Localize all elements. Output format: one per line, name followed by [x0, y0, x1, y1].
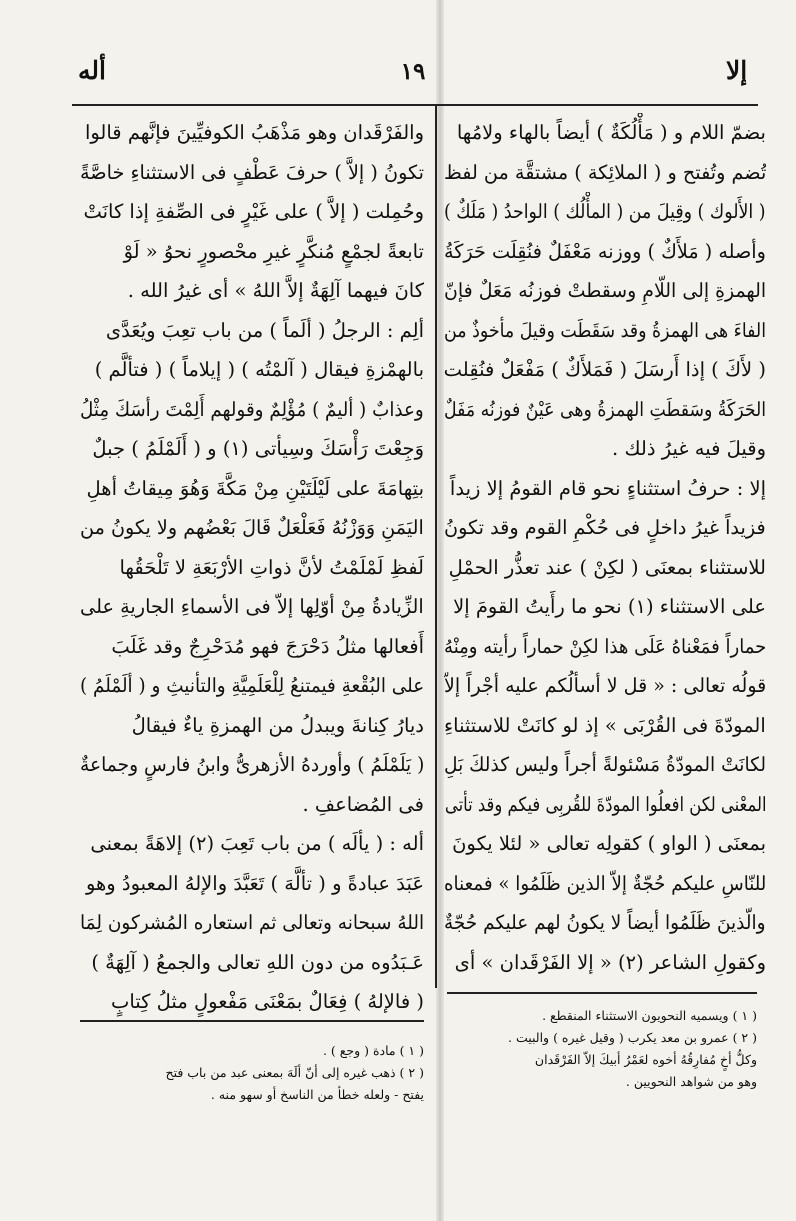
text-line: فى المُضاعفِ .	[302, 792, 424, 816]
text-line: للنّاسِ عليكم حُجّةٌ إلاّ الذين ظَلَمُوا » فمعناه	[444, 871, 766, 895]
footnote-line: وكلُّ أخٍ مُفارِقُهُ أخوه لعَمْرُ أبيكَ إلاّ الفَرْقَدان	[534, 1052, 757, 1067]
header-rule	[72, 104, 758, 106]
text-line: ( فالإلهُ ) فِعَالٌ بمَعْنَى مَفْعولٍ مثلُ كِتابٍ	[111, 990, 424, 1013]
page-gutter	[436, 0, 444, 1221]
footnote-line: يفتح - ولعله خطأ من الناسخ أو سهو منه .	[210, 1087, 424, 1102]
text-line: إلا : حرفُ استثناءٍ نحو قام القومُ إلا زيداً	[449, 476, 766, 500]
text-line: قولُه تعالى : « قل لا أسألُكم عليه أجْراً إلاّ	[444, 674, 766, 697]
text-line: بالهمْزةِ فيقال ( آلمْتُه ) ( إيلاماً ) ( فتألَّم )	[94, 358, 424, 381]
right-footnotes	[457, 1005, 757, 1093]
text-line: الحَرَكَةُ وسَقطَتِ الهمزةُ وهى عَيْنٌ فوزنُه مَفَلٌ	[444, 397, 766, 421]
left-column	[80, 113, 424, 1022]
left-footnote-rule	[80, 1020, 424, 1022]
text-line: على الاستثناء (١) نحو ما رأَيتُ القومَ إلا	[453, 595, 766, 618]
text-line: ( الأَلوك ) وقِيلَ من ( المأْلُك ) الواحدُ ( مَلَكٌ )	[444, 200, 766, 223]
text-line: لكانَتْ المودّةُ مَسْئولةً أجراً وليس كذلكَ بَلِ	[444, 753, 766, 776]
footnote-line: ( ٢ ) عمرو بن معد يكرب ( وقيل غيره ) والبيت .	[508, 1030, 757, 1045]
text-line: والفَرْقَدان وهو مَذْهَبُ الكوفيِّينَ فإنَّهم قالوا	[84, 121, 424, 144]
text-line: حماراً فمَعْناهُ عَلَى هذا لكِنْ حماراً رأيته ومِنْهُ	[444, 634, 766, 658]
text-line: الهمزةِ إلى اللّامِ وسقطتْ فوزنُه مَعَلٌ فإنّ	[444, 279, 766, 302]
footnote-line: ( ٢ ) ذهب غيره إلى أنّ ألَهَ بمعنى عبد من باب فتح	[165, 1065, 424, 1080]
text-line: لَفظِ لَمْلَمْتُ لأنَّ ذواتِ الأرْبَعَةِ لا تَلْحَقُها	[119, 555, 424, 579]
text-line: عَـبَدُوه من دون اللهِ تعالى والجمعُ ( آلِهَةٌ )	[91, 950, 424, 974]
text-line: تابعةً لجمْعٍ مُنكَّرٍ غيرِ محْصورٍ نحوُ « لَوْ	[123, 239, 424, 263]
right-footnote-rule	[447, 992, 757, 994]
text-line: بضمّ اللام و ( مَأْلُكَةٌ ) أيضاً بالهاء ولامُها	[456, 121, 766, 144]
text-line: كانَ فيهما آلِهَةٌ إلاَّ اللهُ » أى غيرُ الله .	[127, 279, 424, 302]
text-line: المودّةَ فى القُرْبَى » إذ لو كانَتْ للاستثناءِ	[444, 713, 766, 737]
column-divider	[435, 104, 437, 988]
text-line: وقيلَ فيه غيرُ ذلك .	[612, 437, 766, 460]
footnote-line: ( ١ ) مادة ( وجع ) .	[322, 1043, 424, 1058]
text-line: تكونُ ( إلاَّ ) حرفَ عَطْفٍ فى الاستثناءِ خاصَّةً	[80, 160, 424, 184]
header-right-word: إلا	[726, 56, 748, 85]
text-line: وأصله ( مَلأَكٌ ) ووزنه مَعْفَلٌ فنُقِلَت حَرَكَةُ	[444, 239, 766, 263]
footnote-line: وهو من شواهد النحويين .	[625, 1074, 757, 1089]
text-line: ألِم : الرجلُ ( ألَماً ) من باب تعِبَ ويُعَدَّى	[105, 318, 424, 342]
text-line: ديارُ كِنانةَ ويبدلُ من الهمزةِ ياءٌ فيقالُ	[131, 713, 424, 737]
text-line: تُضم وتُفتح و ( الملائِكة ) مشتقَّة من لفظ	[444, 160, 766, 184]
text-line: وَجِعْتَ رَأْسَكَ وسِيأتى (١) و ( أَلَمْلَمُ ) جبلٌ	[92, 437, 424, 460]
text-line: أله : ( يألَه ) من باب تَعِبَ (٢) إلاهَةً بمعنى	[90, 832, 424, 855]
text-line: عَبَدَ عبادةً و ( تألَّهَ ) تَعَبَّدَ والإلهُ المعبودُ وهو	[85, 871, 424, 895]
text-line: والّذينَ ظَلَمُوا أيضاً لا يكونُ لهم عليكم حُجّةٌ	[444, 911, 766, 934]
text-line: وكقولِ الشاعر (٢) « إلا الفَرْقَدان » أى	[454, 950, 766, 974]
text-line: اليَمَنِ وَوَزْنُهُ فَعَلْعَلٌ قَالَ بَعْضُهم ولا يكونُ من	[80, 516, 424, 539]
footnote-line: ( ١ ) ويسميه النحويون الاستثناء المنقطع .	[542, 1008, 757, 1023]
left-footnotes	[90, 1040, 424, 1106]
text-line: اللهُ سبحانه وتعالى ثم استعاره المُشركون لِمَا	[80, 911, 424, 934]
page-number: ١٩	[400, 58, 426, 85]
text-line: المعْنى لكن افعلُوا المودّةَ للقُربِى فيكم وقد تأتى	[444, 792, 766, 816]
header-left-word: أله	[78, 56, 106, 85]
text-line: للاستثناء بمعنَى ( لكِنْ ) عند تعذُّر الحمْلِ	[448, 555, 766, 579]
text-line: ( يَلَمْلَمُ ) وأوردهُ الأزهرىُّ وابنُ فارسٍ وجماعةٌ	[80, 753, 424, 776]
text-line: الفاءَ هى الهمزةُ وقد سَقَطَت وقيلَ مأخوذٌ من	[444, 318, 766, 342]
text-line: بتِهامَةَ على لَيْلَتَيْنِ مِنْ مَكَّةَ وَهُوَ مِيقاتُ أهلِ	[86, 476, 424, 500]
text-line: وحُمِلت ( إلاَّ ) على غَيْرٍ فى الصِّفةِ إذا كانَتْ	[83, 200, 424, 223]
text-line: فزيداً غيرُ داخلٍ فى حُكْمِ القوم وقد تكونُ	[444, 516, 766, 539]
right-column	[444, 113, 766, 982]
text-line: ( لأَكَ ) إذا أَرسَلَ ( فَمَلأَكٌ ) مَفْعَلٌ فنُقِلت	[444, 358, 766, 381]
text-line: على البُقْعةِ فيمتنعُ لِلْعَلَمِيَّةِ والتأنيثِ و ( ألَمْلَمُ )	[80, 674, 424, 697]
text-line: أَفعالها مثلُ دَحْرَجَ فهو مُدَحْرِجٌ وقد غَلَبَ	[111, 634, 424, 658]
text-line: بمعنَى ( الواو ) كقولِه تعالى « لئلا يكونَ	[452, 832, 766, 855]
text-line: الزِّيادةُ مِنْ أوّلِها إلاّ فى الأسماءِ الجاريةِ على	[80, 595, 424, 618]
text-line: وعذابٌ ( أليمٌ ) مُؤْلِمٌ وقولهم أَلِمْتَ رأسَكَ مِثْلُ	[80, 397, 424, 421]
